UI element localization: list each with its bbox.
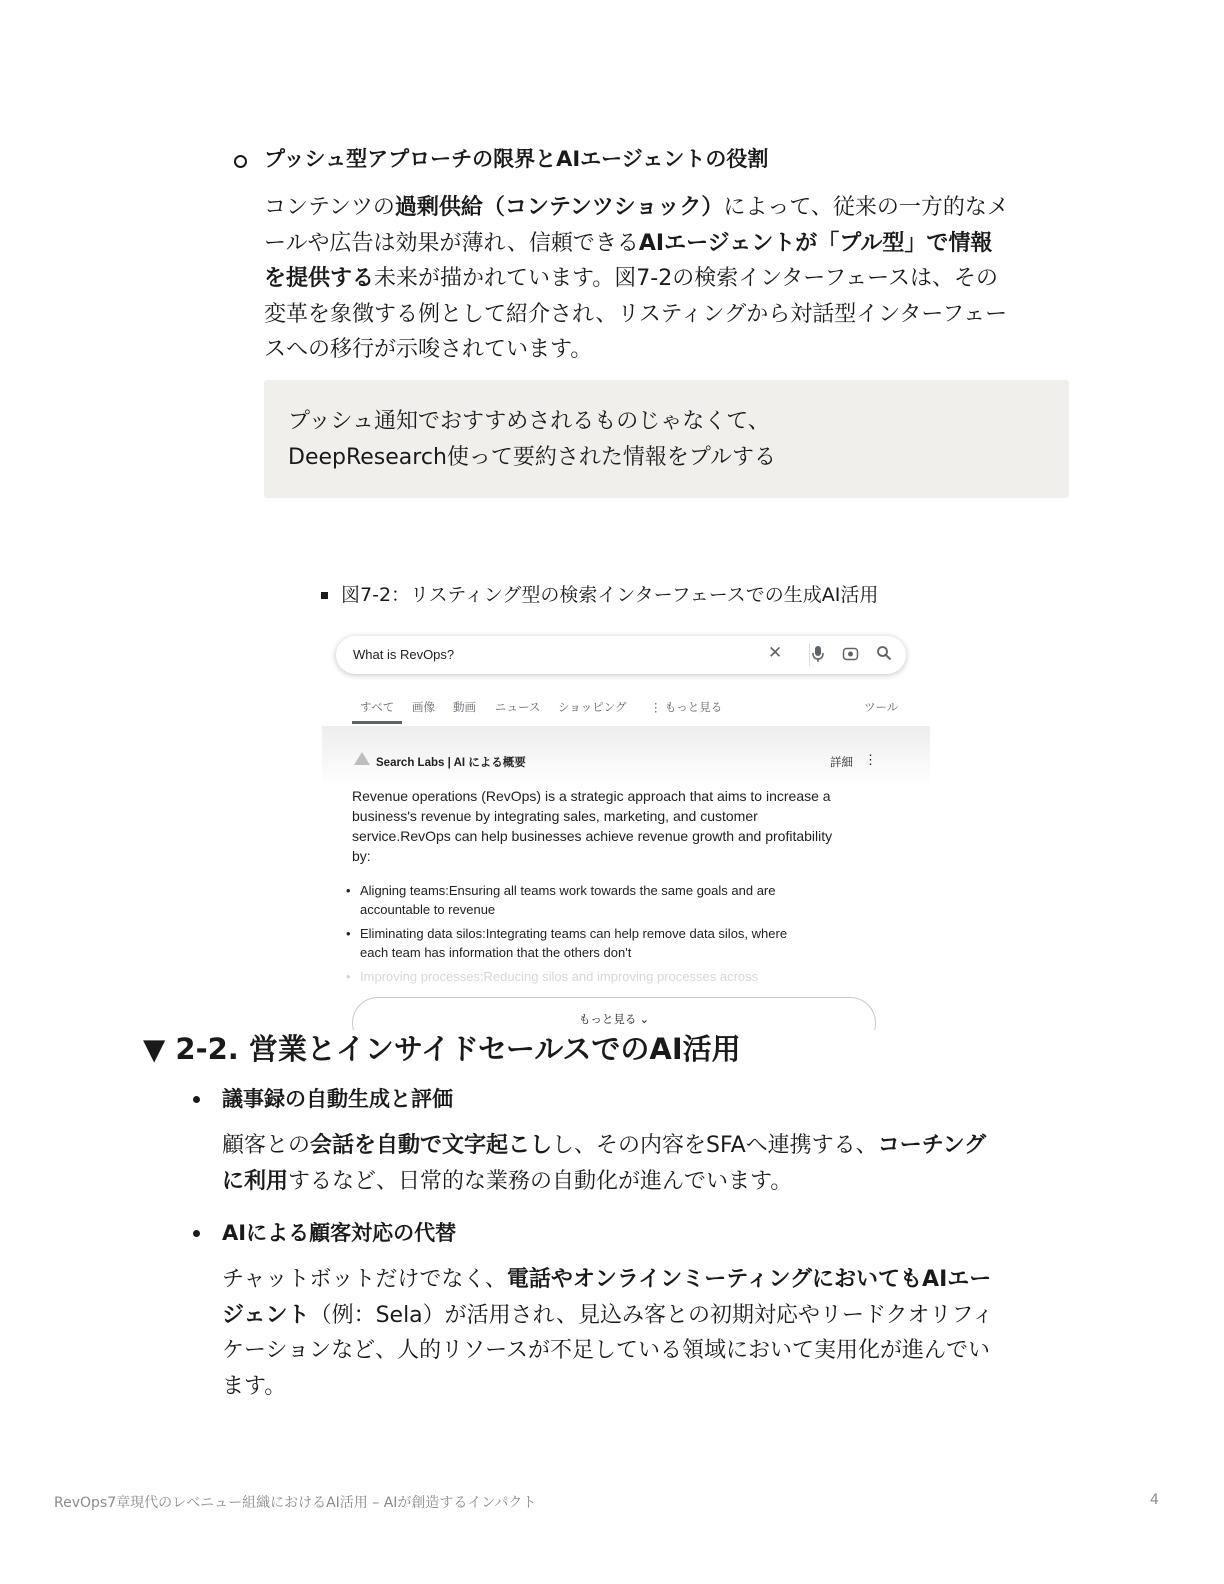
para-line: チャットボットだけでなく、電話やオンラインミーティングにおいてもAIエー: [222, 1267, 992, 1292]
figure-caption: 図7-2：リスティング型の検索インターフェースでの生成AI活用: [341, 584, 879, 606]
quote-callout: [264, 380, 1069, 498]
tab-images: 画像: [412, 702, 435, 714]
tab-videos: 動画: [453, 702, 476, 714]
lens-icon: [842, 645, 859, 666]
subheading-minutes: 議事録の自動生成と評価: [222, 1087, 453, 1111]
bullet-dot-icon: [193, 1096, 200, 1103]
active-tab-underline: [352, 721, 402, 724]
ai-overview-text: Revenue operations (RevOps) is a strategic approach that aims to increase a business's revenue by integrating sales, marketing, and customer service.RevOps can help businesses achieve revenue growth and profitability by:: [352, 788, 833, 864]
para-line: ケーションなど、人的リソースが不足している領域において実用化が進んでい: [222, 1338, 991, 1363]
para-line: ます。: [222, 1373, 287, 1399]
para-line: ジェント（例：Sela）が活用され、見込み客との初期対応やリードクオリフィ: [222, 1302, 994, 1328]
flask-icon: [354, 752, 370, 765]
para-line: コンテンツの過剰供給（コンテンツショック）によって、従来の一方的なメ: [264, 195, 1009, 220]
section-heading-sales-ai[interactable]: ▼ 2-2. 営業とインサイドセールスでのAI活用: [143, 1032, 741, 1066]
show-more-button: もっと見る ⌄: [352, 997, 876, 1030]
divider: [809, 644, 810, 666]
para-line: スへの移行が示唆されています。: [264, 337, 593, 362]
tab-more: ⋮ もっと見る: [650, 702, 723, 714]
paragraph-ai-customer: [222, 1262, 1072, 1404]
tab-news: ニュース: [495, 702, 541, 714]
quote-line: DeepResearch使って要約された情報をプルする: [288, 445, 777, 470]
close-icon: ✕: [768, 643, 783, 662]
para-line: を提供する未来が描かれています。図7-2の検索インターフェースは、その: [264, 266, 999, 291]
page-number: 4: [1150, 1492, 1159, 1508]
footer-title: RevOps7章現代のレベニュー組織におけるAI活用 – AIが創造するインパクト: [54, 1495, 537, 1511]
bullet-dot-icon: [193, 1230, 200, 1237]
tab-tools: ツール: [864, 702, 899, 714]
square-bullet-icon: [321, 592, 328, 599]
tab-shopping: ショッピング: [558, 702, 627, 714]
search-screenshot: [322, 626, 930, 1030]
overview-bullet: • Aligning teams:Ensuring all teams work towards the same goals and are accountable to revenue: [346, 883, 776, 917]
para-line: 変革を象徴する例として紹介され、リスティングから対話型インターフェー: [264, 301, 1008, 327]
search-icon: [876, 645, 892, 665]
tab-all: すべて: [360, 702, 395, 714]
kebab-menu-icon: ⋮: [864, 752, 877, 767]
overview-bullet: • Improving processes:Reducing silos and improving processes across: [346, 969, 759, 984]
paragraph-minutes: [222, 1128, 1072, 1199]
para-line: 顧客との会話を自動で文字起こしし、その内容をSFAへ連携する、コーチング: [222, 1133, 987, 1158]
overview-bullet: • Eliminating data silos:Integrating teams can help remove data silos, where each team has information that the others don't: [346, 926, 788, 960]
subheading-push-approach: プッシュ型アプローチの限界とAIエージェントの役割: [264, 147, 769, 171]
subheading-ai-customer: AIによる顧客対応の代替: [222, 1221, 457, 1245]
quote-line: プッシュ通知でおすすめされるものじゃなくて、: [288, 409, 770, 434]
para-line: ールや広告は効果が薄れ、信頼できるAIエージェントが「プル型」で情報: [264, 230, 993, 256]
mic-icon: [811, 645, 825, 667]
detail-link: 詳細: [830, 757, 853, 769]
search-box: [336, 636, 906, 674]
hollow-bullet-icon: [234, 155, 247, 168]
search-query: What is RevOps?: [353, 647, 455, 662]
paragraph-push-approach: [264, 190, 1084, 368]
para-line: に利用するなど、日常的な業務の自動化が進んでいます。: [222, 1168, 793, 1194]
labs-title: Search Labs | AI による概要: [376, 757, 526, 769]
